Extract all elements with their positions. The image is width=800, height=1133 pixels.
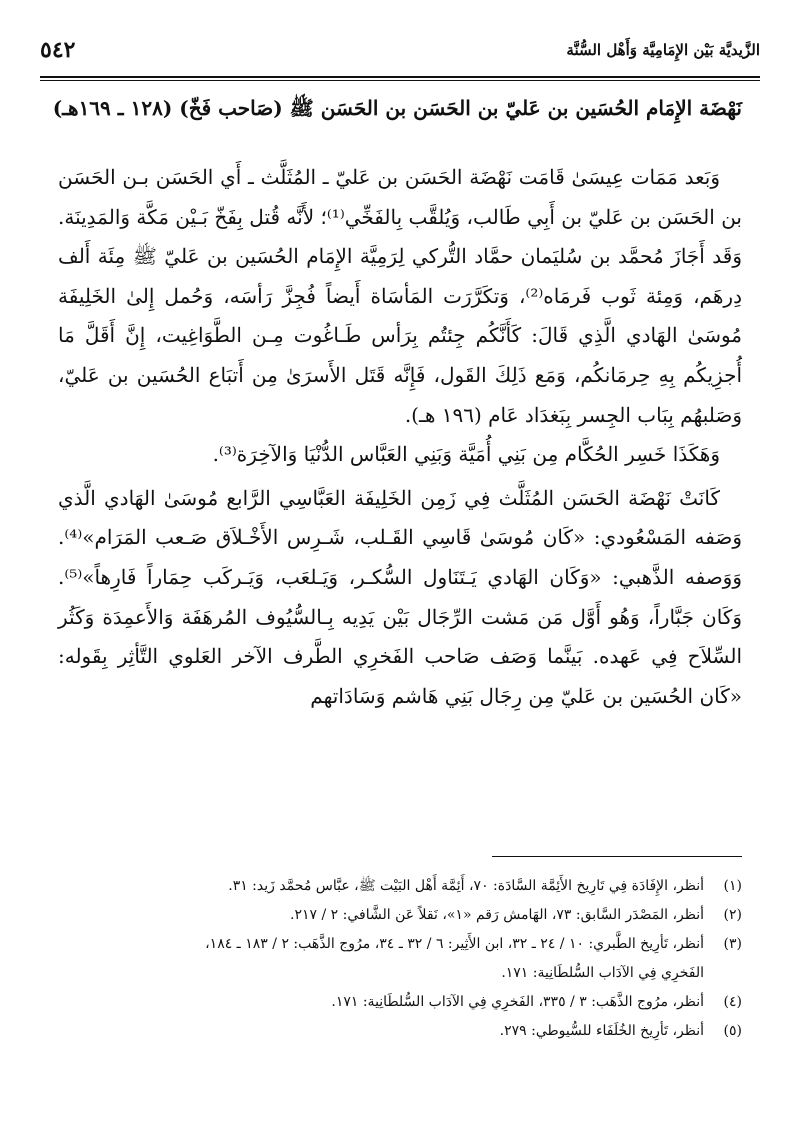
- footnote-text: أنظر، مرُوج الذَّهَب: ٣ / ٣٣٥، الفَخرِي فِي الآدَاب السُّلطَانِية: ١٧١.: [331, 994, 704, 1010]
- footnote-number: (٣): [723, 936, 742, 952]
- running-title: الزَّيديَّة بَيْن الإِمَامِيَّة وَأَهْل السُّنَّة: [566, 41, 760, 59]
- body-text: [58, 158, 742, 716]
- footnote-1: [58, 872, 742, 901]
- footnote-rule: [492, 856, 742, 857]
- chapter-title: نَهْضَة الإِمَام الحُسَين بن عَليّ بن الحَسَن بن الحَسَن ﷺ (صَاحب فَخّ) (١٢٨ ـ ١٦٩هـ): [52, 96, 742, 120]
- footnote-text: أنظر، الإِفَادَة فِي تَارِيخ الأَئِمَّة السَّادَة: ٧٠، أَئِمَّة أَهْل البَيْت ﷺ، عبَّاس مُحمَّد زَيد: ٣١.: [228, 878, 704, 894]
- footnote-3: [58, 930, 742, 959]
- footnote-text: أنظر، تَأرِيخ الخُلَفَاء للسُّيوطي: ٢٧٩.: [499, 1023, 704, 1039]
- footnote-text: أنظر، المَصْدَر السَّابق: ٧٣، الهَامش رَقم «١»، نَقلاً عَن الشَّافي: ٢ / ٢١٧.: [290, 907, 704, 923]
- paragraph-2: وَهَكَذَا خَسِر الحُكَّام مِن بَنِي أُمَيَّة وَبَنِي العَبَّاس الدُّنْيَا وَالآخِرَة⁽³⁾.: [212, 442, 720, 467]
- footnote-number: (٢): [723, 907, 742, 923]
- header-rule-thin: [40, 80, 760, 81]
- footnote-text: أنظر، تَأرِيخ الطَّبري: ١٠ / ٢٤ ـ ٣٢، ابن الأَثِير: ٦ / ٣٢ ـ ٣٤، مرُوج الذَّهَب: ٢ / ١٨٣ ـ ١٨٤،: [205, 936, 704, 952]
- running-header: [40, 30, 760, 70]
- footnote-4: [58, 988, 742, 1017]
- page-number: ٥٤٢: [40, 37, 76, 63]
- footnote-number: (١): [723, 878, 742, 894]
- footnote-5: [58, 1017, 742, 1046]
- paragraph-1: وَبَعد مَمَات عِيسَىٰ قَامَت نَهْضَة الحَسَن بن عَليّ ـ المُثَلَّث ـ أَي الحَسَن بـن الحَسَن بن الحَسَن بن عَليّ بن أَبِي طَالب، وَيُلقَّب بِالفَخِّي⁽¹⁾؛ لأَنَّه قُتل بِفَخّ بَـيْن مَكَّة وَالمَدِينَة. وَقَد أَجَازَ مُحمَّد بن سُليَمان حمَّاد التُّركي لِرَمِيَّة الإِمَام الحُسَين بن عَليّ ﷺ مِئَة أَلف دِرهَم، وَمِئة ثَوب فَرمَاه⁽²⁾، وَتكَرَّرَت المَأسَاة أَيضاً فُجِزَّ رَأسَه، وَحُمل إِلىٰ الخَلِيفَة مُوسَىٰ الهَادي الَّذِي قَالَ: كَأَنَّكُم جِئتُم بِرَأس طَـاغُوت مِـن الطَّوَاغِيت، إِنَّ أَقَلَّ مَا أُجزِيكُم بِهِ حِرمَانكُم، وَمَع ذَلِكَ القَول، فَإِنَّه قَتَل الأَسرَىٰ مِن أَتبَاع الحُسَين بن عَليّ، وَصَلبهُم بِبَاب الجِسر بِبَغدَاد عَام (١٩٦ هـ).: [58, 165, 742, 427]
- header-rule: [40, 76, 760, 78]
- footnote-3-continuation: الفَخرِي فِي الآدَاب السُّلطَانِية: ١٧١.: [501, 965, 704, 981]
- footnote-number: (٥): [723, 1023, 742, 1039]
- footnote-2: [58, 901, 742, 930]
- paragraph-3: كَانَتْ نَهْضَة الحَسَن المُثَلَّث فِي زَمِن الخَلِيفَة العَبَّاسِي الرَّابع مُوسَىٰ الهَادي الَّذي وَصَفه المَسْعُودي: «كَان مُوسَىٰ قَاسِي القَـلب، شَـرِس الأَخْـلاَق صَـعب المَرَام»⁽⁴⁾. وَوَصفه الذَّهبي: «وَكَان الهَادي يَـتَنَاول السُّكـر، وَيَـلعَب، وَيَـركَب حِمَاراً فَارِهاً»⁽⁵⁾. وَكَان جَبَّاراً، وَهُو أَوَّل مَن مَشت الرِّجَال بَيْن يَدِيه بِـالسُّيُوف المُرهَفَة وَالأَعمِدَة وَكَثُر السِّلاَح فِي عَهده. بَينَّما وَصَف صَاحب الفَخرِي الطَّرف الآخر العَلوي التَّأثِر بِقَوله: «كَان الحُسَين بن عَليّ مِن رِجَال بَنِي هَاشم وَسَادَاتهم: [58, 485, 742, 708]
- footnote-number: (٤): [723, 994, 742, 1010]
- footnotes: [58, 872, 742, 1046]
